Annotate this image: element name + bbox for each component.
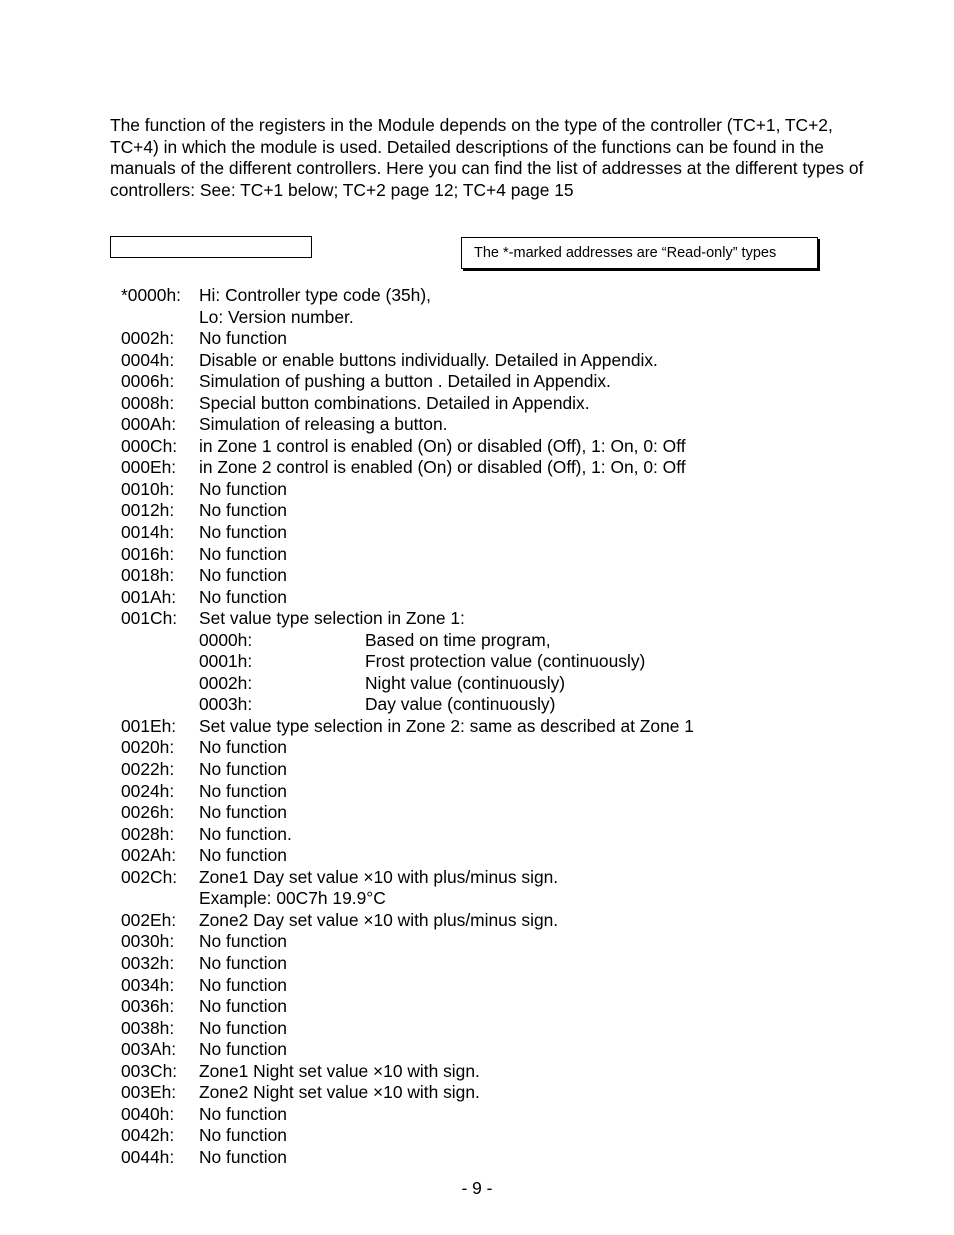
register-description: Special button combinations. Detailed in Appendix.: [199, 392, 590, 413]
register-address: 0030h:: [121, 931, 175, 952]
register-address: 0014h:: [121, 522, 175, 543]
register-address: 0016h:: [121, 543, 175, 564]
empty-title-box: [110, 236, 312, 258]
register-address: 0012h:: [121, 500, 175, 521]
register-row: [121, 414, 861, 436]
register-address: 0008h:: [121, 392, 175, 413]
register-row: [121, 867, 861, 889]
register-row: [121, 953, 861, 975]
register-address: 0038h:: [121, 1017, 175, 1038]
register-row: [121, 996, 861, 1018]
register-description: Simulation of pushing a button . Detailed in Appendix.: [199, 371, 611, 392]
register-row: [121, 479, 861, 501]
register-row: [121, 694, 861, 716]
register-address: 001Ch:: [121, 608, 178, 629]
register-description: No function: [199, 737, 287, 758]
register-description: No function: [199, 328, 287, 349]
register-row: [121, 824, 861, 846]
register-address: 0002h:: [121, 328, 175, 349]
register-description: Zone2 Day set value ×10 with plus/minus sign.: [199, 909, 559, 930]
register-address: 002Eh:: [121, 909, 177, 930]
register-description-continued: Example: 00C7h 19.9°C: [199, 888, 386, 909]
register-row: [121, 587, 861, 609]
register-description: Zone1 Day set value ×10 with plus/minus sign.: [199, 866, 559, 887]
register-address: 001Ah:: [121, 586, 177, 607]
page-number: - 9 -: [461, 1178, 493, 1198]
register-address: 0004h:: [121, 349, 175, 370]
register-address: 0010h:: [121, 478, 175, 499]
register-address: 000Ah:: [121, 414, 177, 435]
register-description: No function: [199, 522, 287, 543]
register-row: [121, 1125, 861, 1147]
register-row: [121, 565, 861, 587]
register-row: [121, 350, 861, 372]
register-row: [121, 393, 861, 415]
register-description: No function: [199, 759, 287, 780]
register-address: 000Ch:: [121, 435, 178, 456]
register-address: 0036h:: [121, 996, 175, 1017]
option-code: 0002h:: [199, 672, 253, 693]
register-address: 0044h:: [121, 1146, 175, 1167]
register-row: [121, 673, 861, 695]
register-address: 0024h:: [121, 780, 175, 801]
register-row: [121, 328, 861, 350]
register-address: 000Eh:: [121, 457, 177, 478]
register-address: 003Ch:: [121, 1060, 178, 1081]
register-description: No function.: [199, 823, 292, 844]
register-address: 0006h:: [121, 371, 175, 392]
option-code: 0003h:: [199, 694, 253, 715]
register-description: in Zone 2 control is enabled (On) or disabled (Off), 1: On, 0: Off: [199, 457, 686, 478]
register-description: No function: [199, 1039, 287, 1060]
register-row: [121, 500, 861, 522]
register-address: 0042h:: [121, 1125, 175, 1146]
register-row: [121, 781, 861, 803]
register-row: [121, 737, 861, 759]
register-row: [121, 522, 861, 544]
register-row: [121, 307, 861, 329]
register-description: Set value type selection in Zone 1:: [199, 608, 465, 629]
option-description: Day value (continuously): [365, 694, 556, 715]
register-description: No function: [199, 1146, 287, 1167]
register-description: No function: [199, 1125, 287, 1146]
register-description: No function: [199, 478, 287, 499]
register-description: Hi: Controller type code (35h),: [199, 285, 431, 305]
register-row: [121, 1061, 861, 1083]
register-description: No function: [199, 1103, 287, 1124]
register-description: No function: [199, 565, 287, 586]
register-row: [121, 1147, 861, 1169]
register-row: [121, 544, 861, 566]
intro-paragraph: The function of the registers in the Module depends on the type of the controller (TC+1, TC+2, TC+4) in which the module is used. Detailed descriptions of the functions can be found in the manuals of the different controllers. Here you can find the list of addresses at the different types of controllers: See: TC+1 below; TC+2 page 12; TC+4 page 15: [110, 115, 864, 200]
register-row: [121, 630, 861, 652]
register-address: 0020h:: [121, 737, 175, 758]
register-row: [121, 1039, 861, 1061]
register-address: 003Ah:: [121, 1039, 177, 1060]
register-description: No function: [199, 1017, 287, 1038]
register-description: Set value type selection in Zone 2: same as described at Zone 1: [199, 715, 694, 736]
register-description: No function: [199, 845, 287, 866]
register-address: *0000h:: [121, 285, 181, 305]
register-row: [121, 608, 861, 630]
register-description: Disable or enable buttons individually. Detailed in Appendix.: [199, 349, 658, 370]
option-description: Frost protection value (continuously): [365, 651, 646, 672]
read-only-note: The *-marked addresses are “Read-only” types: [461, 237, 818, 269]
register-address: 0040h:: [121, 1103, 175, 1124]
register-description: No function: [199, 974, 287, 995]
register-description: No function: [199, 996, 287, 1017]
register-address: 002Ch:: [121, 866, 178, 887]
register-list: [121, 285, 861, 1168]
register-row: [121, 931, 861, 953]
register-address: 0026h:: [121, 802, 175, 823]
register-address: 002Ah:: [121, 845, 177, 866]
register-row: [121, 910, 861, 932]
register-row: [121, 975, 861, 997]
register-description: Simulation of releasing a button.: [199, 414, 448, 435]
register-row: [121, 285, 861, 307]
register-address: 003Eh:: [121, 1082, 177, 1103]
option-code: 0000h:: [199, 629, 253, 650]
register-row: [121, 436, 861, 458]
register-row: [121, 1018, 861, 1040]
option-description: Based on time program,: [365, 629, 551, 650]
register-address: 0032h:: [121, 952, 175, 973]
register-description: Zone2 Night set value ×10 with sign.: [199, 1082, 480, 1103]
register-address: 001Eh:: [121, 715, 177, 736]
register-row: [121, 651, 861, 673]
register-description: in Zone 1 control is enabled (On) or disabled (Off), 1: On, 0: Off: [199, 435, 686, 456]
register-row: [121, 759, 861, 781]
register-row: [121, 1104, 861, 1126]
register-row: [121, 802, 861, 824]
register-description: No function: [199, 586, 287, 607]
register-address: 0018h:: [121, 565, 175, 586]
register-row: [121, 845, 861, 867]
register-address: 0028h:: [121, 823, 175, 844]
register-description: No function: [199, 780, 287, 801]
register-row: [121, 457, 861, 479]
option-description: Night value (continuously): [365, 672, 566, 693]
register-row: [121, 1082, 861, 1104]
register-description: Zone1 Night set value ×10 with sign.: [199, 1060, 480, 1081]
register-row: [121, 371, 861, 393]
register-address: 0034h:: [121, 974, 175, 995]
register-description: No function: [199, 543, 287, 564]
register-row: [121, 888, 861, 910]
register-description: No function: [199, 952, 287, 973]
register-address: 0022h:: [121, 759, 175, 780]
register-description: No function: [199, 931, 287, 952]
register-row: [121, 716, 861, 738]
register-description: No function: [199, 802, 287, 823]
register-description-continued: Lo: Version number.: [199, 306, 354, 327]
option-code: 0001h:: [199, 651, 253, 672]
register-description: No function: [199, 500, 287, 521]
